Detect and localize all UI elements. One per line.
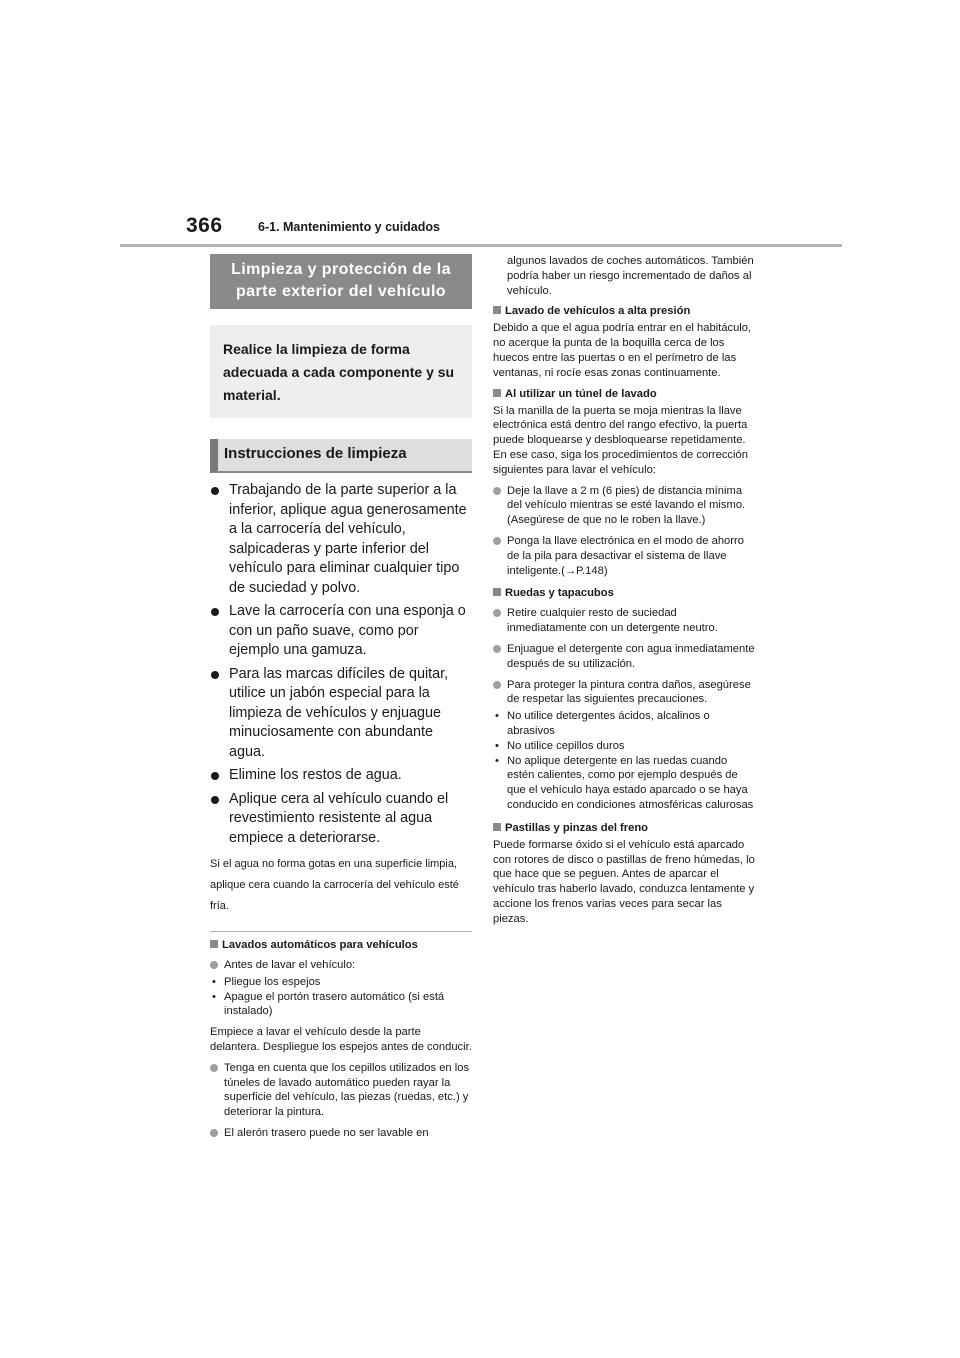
list-item: Ponga la llave electrónica en el modo de ahorro de la pila para desactivar el sistema de llave inteligente.(→P.148) [493, 534, 755, 578]
paragraph: Debido a que el agua podría entrar en el habitáculo, no acerque la punta de la boquilla cerca de los huecos entre las puertas o en el perímetro de las ventanas, ni rocíe esas zonas continuamente. [493, 322, 752, 379]
bullet-icon [211, 772, 219, 780]
paragraph: Puede formarse óxido si el vehículo está aparcado con rotores de disco o pastillas de freno húmedas, lo que hace que se peguen. Antes de aparcar el vehículo tras haberlo lavado, conduzca lentamente y accione los frenos varias veces para secar las piezas. [493, 838, 755, 925]
list-item: Antes de lavar el vehículo: [210, 958, 472, 973]
divider [210, 931, 472, 932]
circle-bullet-icon [493, 609, 501, 617]
section-label: 6-1. Mantenimiento y cuidados [258, 220, 440, 234]
tunnel-heading: Al utilizar un túnel de lavado [493, 387, 755, 401]
list-item: Tenga en cuenta que los cepillos utilizados en los túneles de lavado automático pueden rayar la superficie del vehículo, las piezas (ruedas, etc.) y deteriorar la pintura. [210, 1061, 472, 1120]
paragraph: Empiece a lavar el vehículo desde la parte delantera. Despliegue los espejos antes de conducir. [210, 1026, 472, 1053]
circle-bullet-icon [493, 537, 501, 545]
square-bullet-icon [493, 823, 501, 831]
wheels-heading: Ruedas y tapacubos [493, 586, 755, 600]
bullet-icon [211, 487, 219, 495]
circle-bullet-icon [210, 1064, 218, 1072]
list-item: Elimine los restos de agua. [210, 766, 472, 786]
paragraph: Si la manilla de la puerta se moja mientras la llave electrónica está dentro del rango efectivo, la puerta puede bloquearse y desbloquearse repetidamente. En ese caso, siga los procedimientos de corrección siguientes para lavar el vehículo: [493, 404, 748, 476]
bullet-icon [211, 671, 219, 679]
sub-list-item: • No aplique detergente en las ruedas cuando estén calientes, como por ejemplo después de que el vehículo haya estado aparcado o se haya conducido en condiciones atmosféricas calurosas [495, 754, 754, 811]
bullet-icon [211, 608, 219, 616]
circle-bullet-icon [493, 645, 501, 653]
brakes-heading: Pastillas y pinzas del freno [493, 821, 755, 835]
high-pressure-heading: Lavado de vehículos a alta presión [493, 304, 755, 318]
list-item: Para las marcas difíciles de quitar, utilice un jabón especial para la limpieza de vehículos y enjuague minuciosamente con abundante agua. [210, 665, 472, 763]
cleaning-steps-list [210, 481, 472, 848]
wax-note: Si el agua no forma gotas en una superficie limpia, aplique cera cuando la carrocería del vehículo esté fría. [210, 858, 459, 912]
continued-text: algunos lavados de coches automáticos. También podría haber un riesgo incrementado de daños al vehículo. [507, 255, 754, 297]
circle-bullet-icon [210, 961, 218, 969]
list-item: El alerón trasero puede no ser lavable en [210, 1126, 472, 1141]
subsection-title: Instrucciones de limpieza [210, 439, 472, 473]
intro-box: Realice la limpieza de forma adecuada a cada componente y su material. [210, 325, 472, 418]
sub-list-item: • No utilice cepillos duros [495, 739, 625, 752]
square-bullet-icon [493, 588, 501, 596]
left-column [210, 254, 472, 1143]
square-bullet-icon [210, 940, 218, 948]
sub-list-item: • No utilice detergentes ácidos, alcalinos o abrasivos [495, 710, 710, 737]
list-item: Para proteger la pintura contra daños, asegúrese de respetar las siguientes precauciones. [493, 678, 755, 708]
circle-bullet-icon [210, 1129, 218, 1137]
list-item: Deje la llave a 2 m (6 pies) de distancia mínima del vehículo mientras se esté lavando el mismo. (Asegúrese de que no le roben la llave.) [493, 484, 755, 528]
sub-list-item: • Apague el portón trasero automático (si está instalado) [212, 990, 445, 1018]
list-item: Lave la carrocería con una esponja o con un paño suave, como por ejemplo una gamuza. [210, 602, 472, 661]
section-title: Limpieza y protección de la parte exterior del vehículo [210, 254, 472, 309]
list-item: Aplique cera al vehículo cuando el revestimiento resistente al agua empiece a deteriorarse. [210, 790, 472, 849]
auto-wash-sublist [210, 975, 472, 1019]
page-number: 366 [186, 214, 223, 237]
list-item: Enjuague el detergente con agua inmediatamente después de su utilización. [493, 642, 755, 672]
bullet-icon [211, 796, 219, 804]
circle-bullet-icon [493, 487, 501, 495]
auto-wash-heading: Lavados automáticos para vehículos [210, 938, 472, 952]
list-item: Retire cualquier resto de suciedad inmediatamente con un detergente neutro. [493, 606, 755, 636]
square-bullet-icon [493, 306, 501, 314]
wheels-sublist [493, 709, 755, 813]
circle-bullet-icon [493, 681, 501, 689]
header-rule [120, 244, 842, 247]
square-bullet-icon [493, 389, 501, 397]
sub-list-item: • Pliegue los espejos [212, 975, 321, 988]
right-column [493, 254, 755, 932]
list-item: Trabajando de la parte superior a la inferior, aplique agua generosamente a la carrocería del vehículo, salpicaderas y parte inferior del vehículo para eliminar cualquier tipo de suciedad y polvo. [210, 481, 472, 598]
